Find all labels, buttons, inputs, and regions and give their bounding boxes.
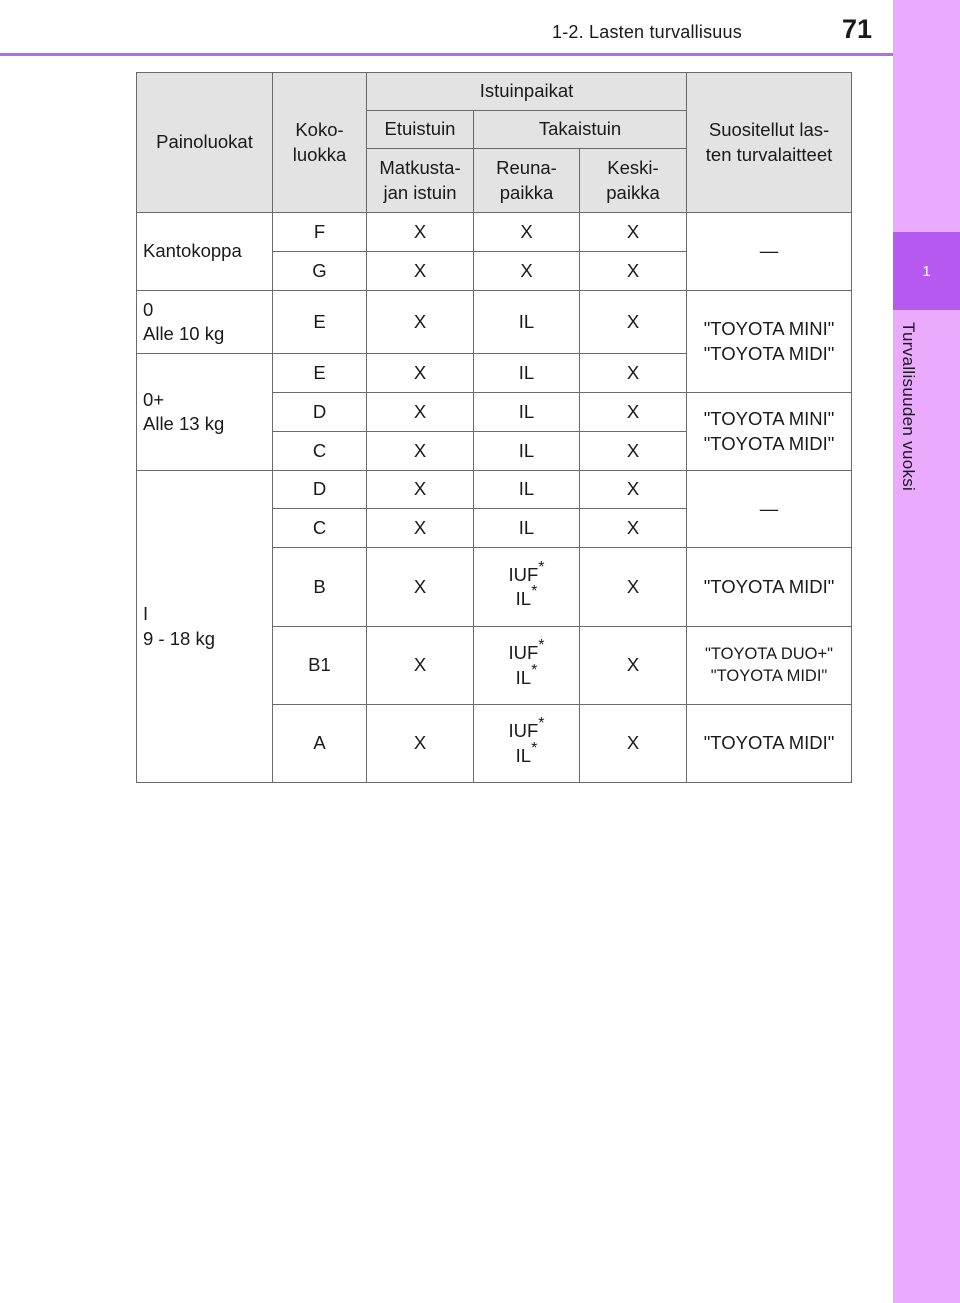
front-cell: X bbox=[367, 291, 474, 354]
outboard-cell: IL bbox=[474, 432, 580, 471]
footnote-asterisk: * bbox=[531, 583, 538, 600]
outboard-cell: IL bbox=[474, 393, 580, 432]
recommended-cell: "TOYOTA MIDI" bbox=[687, 548, 852, 627]
size-cell: A bbox=[273, 705, 367, 783]
child-seat-table bbox=[136, 72, 852, 783]
weight-cell: 0 Alle 10 kg bbox=[137, 291, 273, 354]
footnote-asterisk: * bbox=[538, 715, 545, 733]
outboard-value: IUF bbox=[508, 642, 539, 664]
center-cell: X bbox=[580, 432, 687, 471]
center-cell: X bbox=[580, 252, 687, 291]
header-outboard: Reuna- paikka bbox=[474, 149, 580, 213]
header-rule bbox=[0, 53, 893, 56]
page-number: 71 bbox=[842, 14, 873, 44]
size-cell: D bbox=[273, 471, 367, 509]
table-row bbox=[137, 291, 852, 354]
outboard-cell: X bbox=[474, 252, 580, 291]
recommended-cell: — bbox=[687, 471, 852, 548]
center-cell: X bbox=[580, 471, 687, 509]
front-cell: X bbox=[367, 354, 474, 393]
recommended-cell: — bbox=[687, 213, 852, 291]
recommended-cell: "TOYOTA MIDI" bbox=[687, 705, 852, 783]
outboard-value: IUF bbox=[508, 563, 539, 585]
front-cell: X bbox=[367, 509, 474, 548]
footnote-asterisk: * bbox=[538, 558, 545, 576]
footnote-asterisk: * bbox=[531, 739, 538, 757]
front-cell: X bbox=[367, 432, 474, 471]
header-front: Etuistuin bbox=[367, 111, 474, 149]
outboard-cell: IL bbox=[474, 509, 580, 548]
size-cell: B bbox=[273, 548, 367, 627]
outboard-cell: IL bbox=[474, 354, 580, 393]
footnote-asterisk: * bbox=[538, 637, 545, 655]
center-cell: X bbox=[580, 393, 687, 432]
outboard-cell: IL bbox=[474, 471, 580, 509]
outboard-cell bbox=[474, 705, 580, 783]
front-cell: X bbox=[367, 471, 474, 509]
header-center: Keski- paikka bbox=[580, 149, 687, 213]
front-cell: X bbox=[367, 252, 474, 291]
front-cell: X bbox=[367, 213, 474, 252]
chapter-title: Turvallisuuden vuoksi bbox=[899, 322, 918, 492]
outboard-value: IUF bbox=[508, 720, 539, 742]
center-cell: X bbox=[580, 627, 687, 705]
size-cell: F bbox=[273, 213, 367, 252]
front-cell: X bbox=[367, 627, 474, 705]
size-cell: G bbox=[273, 252, 367, 291]
size-cell: C bbox=[273, 432, 367, 471]
recommended-cell: "TOYOTA MINI" "TOYOTA MIDI" bbox=[687, 393, 852, 471]
center-cell: X bbox=[580, 354, 687, 393]
header-rear: Takaistuin bbox=[474, 111, 687, 149]
center-cell: X bbox=[580, 509, 687, 548]
chapter-number-box bbox=[893, 232, 960, 310]
center-cell: X bbox=[580, 291, 687, 354]
header-seats: Istuinpaikat bbox=[367, 73, 687, 111]
footnote-asterisk: * bbox=[531, 661, 538, 679]
header-weight-class: Painoluokat bbox=[137, 73, 273, 213]
outboard-cell bbox=[474, 548, 580, 627]
size-cell: E bbox=[273, 291, 367, 354]
size-cell: B1 bbox=[273, 627, 367, 705]
center-cell: X bbox=[580, 705, 687, 783]
size-cell: D bbox=[273, 393, 367, 432]
recommended-cell: "TOYOTA MINI" "TOYOTA MIDI" bbox=[687, 291, 852, 393]
section-title: 1-2. Lasten turvallisuus bbox=[552, 22, 742, 42]
chapter-number: 1 bbox=[922, 262, 931, 280]
weight-cell: I 9 - 18 kg bbox=[137, 471, 273, 783]
table-row bbox=[137, 471, 852, 509]
center-cell: X bbox=[580, 548, 687, 627]
outboard-cell bbox=[474, 627, 580, 705]
weight-cell: 0+ Alle 13 kg bbox=[137, 354, 273, 471]
front-cell: X bbox=[367, 548, 474, 627]
front-cell: X bbox=[367, 705, 474, 783]
size-cell: C bbox=[273, 509, 367, 548]
outboard-value: IL bbox=[515, 666, 532, 688]
header-recommended: Suositellut las- ten turvalaitteet bbox=[687, 73, 852, 213]
outboard-cell: IL bbox=[474, 291, 580, 354]
weight-cell: Kantokoppa bbox=[137, 213, 273, 291]
outboard-value: IL bbox=[515, 588, 532, 609]
header-size-class: Koko- luokka bbox=[273, 73, 367, 213]
header-passenger-seat: Matkusta- jan istuin bbox=[367, 149, 474, 213]
side-tab bbox=[893, 0, 960, 1303]
center-cell: X bbox=[580, 213, 687, 252]
size-cell: E bbox=[273, 354, 367, 393]
outboard-cell: X bbox=[474, 213, 580, 252]
recommended-cell: "TOYOTA DUO+" "TOYOTA MIDI" bbox=[687, 627, 852, 705]
table-row bbox=[137, 213, 852, 252]
front-cell: X bbox=[367, 393, 474, 432]
outboard-value: IL bbox=[515, 744, 532, 766]
